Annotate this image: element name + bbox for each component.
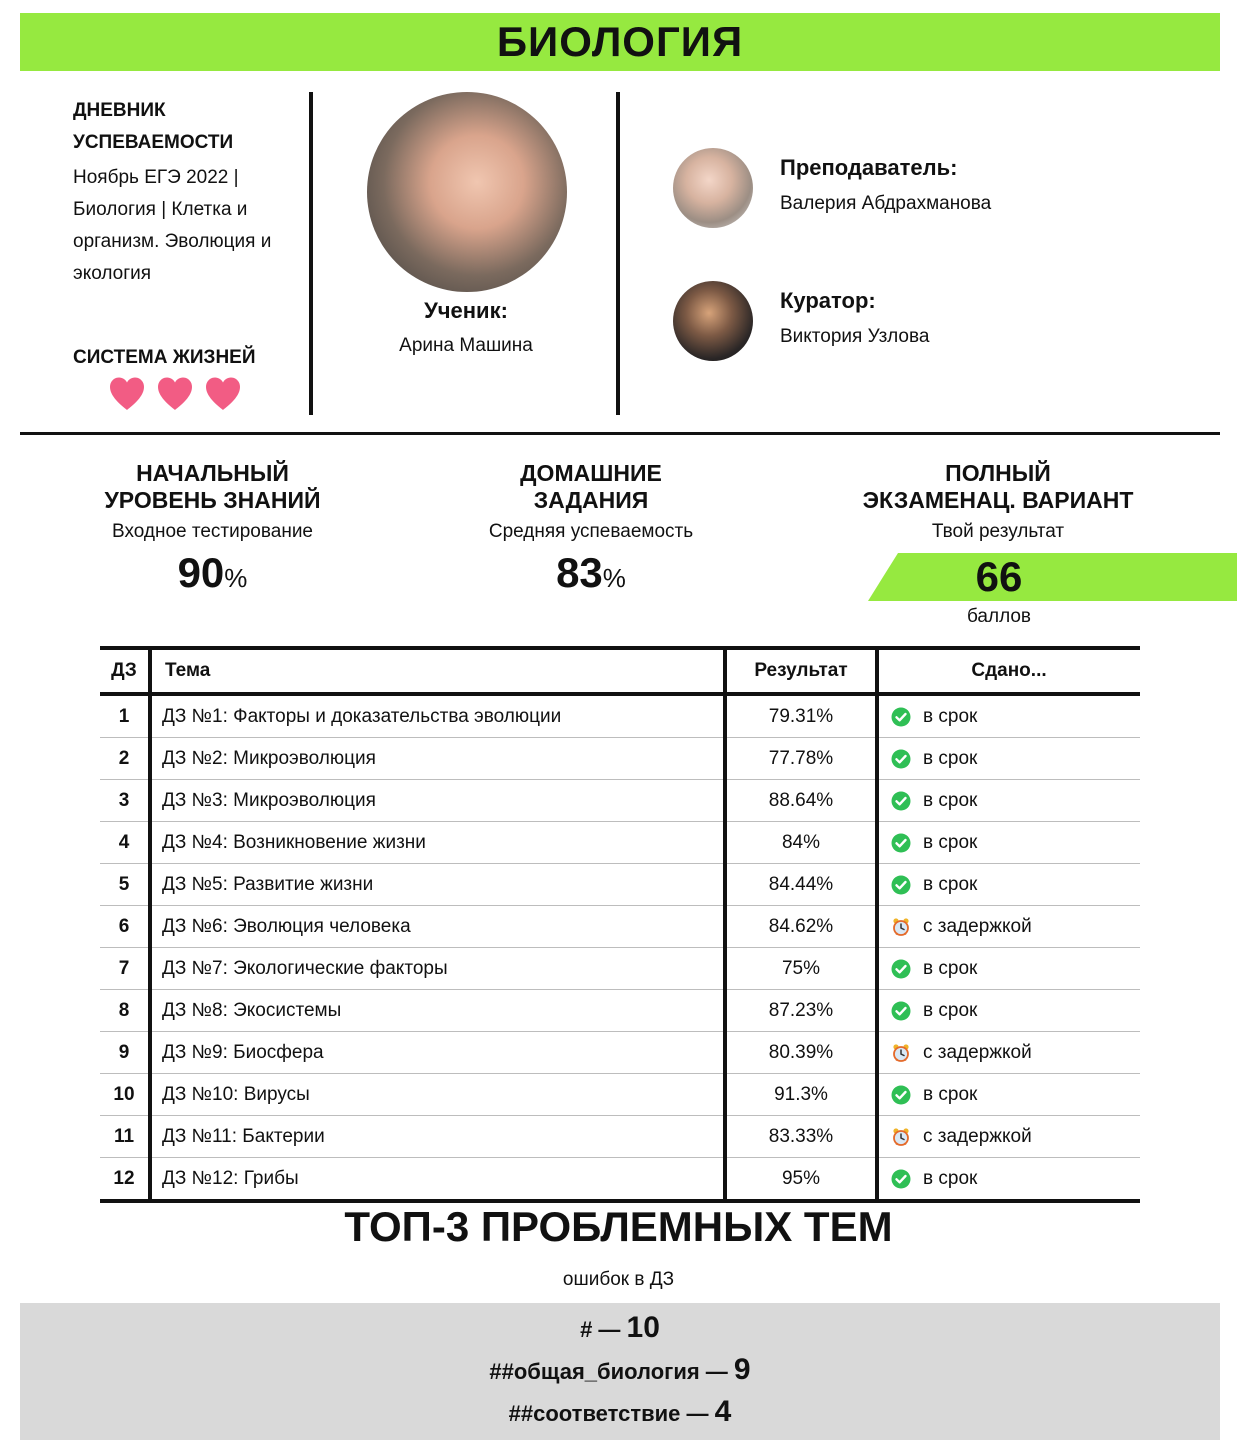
top-topic-item (20, 1395, 1220, 1429)
heart-icon (108, 376, 146, 412)
row-status-text: в срок (923, 705, 978, 727)
top-topic-separator: — (592, 1317, 627, 1342)
teacher-name: Валерия Абдрахманова (780, 193, 992, 214)
row-result: 91.3% (725, 1074, 877, 1116)
table-row (100, 1158, 1140, 1202)
top-topic-item (20, 1311, 1220, 1345)
top-topics-box (20, 1303, 1220, 1440)
header-result: Результат (725, 648, 877, 694)
row-status-text: в срок (923, 999, 978, 1021)
row-num: 8 (100, 990, 150, 1032)
row-status (877, 822, 1140, 864)
homework-table (100, 646, 1140, 1203)
row-topic: ДЗ №9: Биосфера (150, 1032, 725, 1074)
header-num: ДЗ (100, 648, 150, 694)
row-status-text: в срок (923, 873, 978, 895)
check-icon (891, 707, 911, 727)
row-topic: ДЗ №11: Бактерии (150, 1116, 725, 1158)
student-label: Ученик: (424, 298, 508, 323)
row-num: 7 (100, 948, 150, 990)
row-num: 1 (100, 694, 150, 738)
stat-homework-value (440, 549, 742, 597)
stat-homework-unit: % (602, 563, 626, 593)
top-topic-count: 10 (626, 1311, 660, 1344)
row-result: 95% (725, 1158, 877, 1202)
row-num: 5 (100, 864, 150, 906)
stat-homework (440, 460, 742, 597)
stat-homework-subtitle: Средняя успеваемость (488, 521, 694, 542)
top-topic-item (20, 1353, 1220, 1387)
alarm-clock-icon (891, 1127, 911, 1147)
row-result: 84.44% (725, 864, 877, 906)
stat-exam-title-line2: ЭКЗАМЕНАЦ. ВАРИАНТ (862, 487, 1134, 513)
column-divider (309, 92, 313, 415)
row-result: 84% (725, 822, 877, 864)
exam-score-value: 66 (975, 553, 1023, 600)
stat-exam-title-line1: ПОЛНЫЙ (945, 460, 1051, 486)
exam-score-unit: баллов (966, 606, 1032, 627)
teacher-label: Преподаватель: (780, 155, 958, 180)
row-status-text: в срок (923, 1083, 978, 1105)
row-status (877, 1158, 1140, 1202)
check-icon (891, 1085, 911, 1105)
student-avatar (367, 92, 567, 292)
row-status (877, 1074, 1140, 1116)
row-status (877, 948, 1140, 990)
row-topic: ДЗ №6: Эволюция человека (150, 906, 725, 948)
subject-title: БИОЛОГИЯ (496, 18, 744, 65)
row-result: 84.62% (725, 906, 877, 948)
check-icon (891, 1001, 911, 1021)
table-header-row (100, 648, 1140, 694)
lives-hearts (108, 376, 242, 412)
check-icon (891, 833, 911, 853)
stat-initial-subtitle: Входное тестирование (111, 521, 313, 542)
row-status-text: с задержкой (923, 1041, 1032, 1063)
diary-description: Ноябрь ЕГЭ 2022 | Биология | Клетка и организм. Эволюция и экология (73, 167, 272, 284)
row-status-text: в срок (923, 747, 978, 769)
check-icon (891, 791, 911, 811)
row-status (877, 906, 1140, 948)
curator-name: Виктория Узлова (780, 326, 930, 347)
top-topic-tag: ##общая_биология (489, 1359, 700, 1384)
row-result: 79.31% (725, 694, 877, 738)
heart-icon (204, 376, 242, 412)
row-num: 11 (100, 1116, 150, 1158)
stat-initial (60, 460, 365, 597)
heart-icon (156, 376, 194, 412)
row-num: 10 (100, 1074, 150, 1116)
row-num: 6 (100, 906, 150, 948)
row-topic: ДЗ №10: Вирусы (150, 1074, 725, 1116)
table-row (100, 906, 1140, 948)
top-topics-title: ТОП-3 ПРОБЛЕМНЫХ ТЕМ (344, 1203, 893, 1250)
diary-title: ДНЕВНИК УСПЕВАЕМОСТИ (73, 100, 234, 153)
row-topic: ДЗ №1: Факторы и доказательства эволюции (150, 694, 725, 738)
top-topic-count: 4 (714, 1395, 732, 1428)
stat-exam (840, 460, 1156, 543)
stat-homework-number: 83 (556, 549, 603, 596)
section-divider (20, 432, 1220, 435)
row-status (877, 694, 1140, 738)
row-status-text: в срок (923, 831, 978, 853)
row-topic: ДЗ №8: Экосистемы (150, 990, 725, 1032)
top-topic-separator: — (699, 1359, 734, 1384)
table-row (100, 738, 1140, 780)
teacher-avatar (673, 148, 753, 228)
row-status-text: с задержкой (923, 915, 1032, 937)
row-topic: ДЗ №12: Грибы (150, 1158, 725, 1202)
row-num: 3 (100, 780, 150, 822)
table-row (100, 990, 1140, 1032)
alarm-clock-icon (891, 917, 911, 937)
stat-initial-title-line1: НАЧАЛЬНЫЙ (136, 460, 289, 486)
top-topic-separator: — (680, 1401, 715, 1426)
row-status (877, 780, 1140, 822)
column-divider (616, 92, 620, 415)
check-icon (891, 875, 911, 895)
table-row (100, 1074, 1140, 1116)
row-status (877, 1032, 1140, 1074)
student-name: Арина Машина (399, 335, 533, 356)
row-topic: ДЗ №4: Возникновение жизни (150, 822, 725, 864)
stat-initial-title-line2: УРОВЕНЬ ЗНАНИЙ (104, 487, 321, 513)
stat-exam-title (840, 460, 1156, 514)
table-row (100, 780, 1140, 822)
row-num: 2 (100, 738, 150, 780)
row-status (877, 864, 1140, 906)
stat-initial-value (60, 549, 365, 597)
row-status (877, 1116, 1140, 1158)
stat-homework-title-line2: ЗАДАНИЯ (533, 487, 649, 513)
curator-avatar (673, 281, 753, 361)
row-status-text: в срок (923, 1167, 978, 1189)
lives-title: СИСТЕМА ЖИЗНЕЙ (73, 347, 256, 368)
row-result: 87.23% (725, 990, 877, 1032)
stat-homework-title-line1: ДОМАШНИЕ (520, 460, 662, 486)
row-result: 88.64% (725, 780, 877, 822)
check-icon (891, 1169, 911, 1189)
stat-initial-title (60, 460, 365, 514)
table-row (100, 864, 1140, 906)
curator-label: Куратор: (780, 288, 876, 313)
stat-initial-unit: % (224, 563, 248, 593)
table-row (100, 1116, 1140, 1158)
row-status-text: в срок (923, 957, 978, 979)
row-num: 9 (100, 1032, 150, 1074)
table-row (100, 694, 1140, 738)
row-topic: ДЗ №2: Микроэволюция (150, 738, 725, 780)
table-row (100, 948, 1140, 990)
row-topic: ДЗ №5: Развитие жизни (150, 864, 725, 906)
row-status-text: в срок (923, 789, 978, 811)
top-topic-tag: ##соответствие (508, 1401, 681, 1426)
check-icon (891, 749, 911, 769)
top-topics-subtitle: ошибок в ДЗ (562, 1269, 675, 1290)
row-topic: ДЗ №3: Микроэволюция (150, 780, 725, 822)
header-status: Сдано... (877, 648, 1140, 694)
row-topic: ДЗ №7: Экологические факторы (150, 948, 725, 990)
row-num: 12 (100, 1158, 150, 1202)
row-result: 80.39% (725, 1032, 877, 1074)
row-status (877, 990, 1140, 1032)
row-result: 83.33% (725, 1116, 877, 1158)
top-topic-count: 9 (733, 1353, 751, 1386)
subject-banner (20, 13, 1220, 71)
table-row (100, 822, 1140, 864)
row-status (877, 738, 1140, 780)
row-num: 4 (100, 822, 150, 864)
table-row (100, 1032, 1140, 1074)
header-topic: Тема (150, 648, 725, 694)
row-status-text: с задержкой (923, 1125, 1032, 1147)
stat-homework-title (440, 460, 742, 514)
alarm-clock-icon (891, 1043, 911, 1063)
row-result: 77.78% (725, 738, 877, 780)
check-icon (891, 959, 911, 979)
stat-exam-subtitle: Твой результат (931, 521, 1065, 542)
row-result: 75% (725, 948, 877, 990)
stat-initial-number: 90 (177, 549, 225, 596)
top-topic-tag: # (580, 1317, 593, 1342)
